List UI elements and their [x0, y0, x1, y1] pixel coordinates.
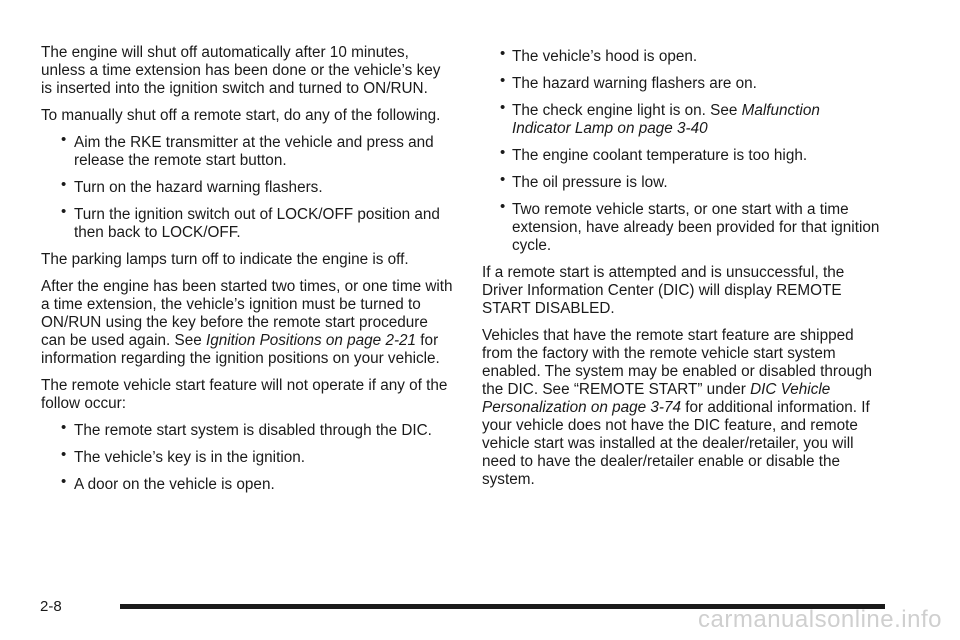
- right-column: [482, 48, 882, 498]
- list-item: • Turn the ignition switch out of LOCK/OFF position and then back to LOCK/OFF.: [41, 206, 455, 242]
- dic-personalization-reference[interactable]: DIC Vehicle Personalization on page 3-74: [482, 381, 831, 416]
- manual-shutoff-list: [41, 134, 455, 242]
- factory-enabled-text-end: for additional information. If your vehicle does not have the DIC feature, and remote vehicle start was installed at the dealer/retailer, you will need to have the dealer/retailer enable or disable the system.: [482, 399, 870, 488]
- list-item: • Aim the RKE transmitter at the vehicle and press and release the remote start button.: [41, 134, 455, 170]
- auto-shutoff-paragraph: The engine will shut off automatically after 10 minutes, unless a time extension has been done or the vehicle’s key is inserted into the ignition switch and turned to ON/RUN.: [41, 44, 441, 97]
- malfunction-lamp-reference[interactable]: Malfunction Indicator Lamp on page 3-40: [512, 102, 820, 137]
- restart-text-end: for information regarding the ignition positions on your vehicle.: [41, 332, 440, 367]
- factory-enabled-text: Vehicles that have the remote start feature are shipped from the factory with the remote vehicle start system enabled. The system may be enabled or disabled through the DIC. See “REMOTE START” under: [482, 327, 873, 398]
- restart-text: After the engine has been started two times, or one time with a time extension, the vehicle’s ignition must be turned to ON/RUN using the key before the remote start procedure can be used again. See: [41, 278, 453, 349]
- unsuccessful-start-paragraph: If a remote start is attempted and is unsuccessful, the Driver Information Center (DIC) will display REMOTE START DISABLED.: [482, 264, 845, 317]
- list-item: • The remote start system is disabled through the DIC.: [41, 422, 455, 440]
- manual-shutoff-intro: To manually shut off a remote start, do any of the following.: [41, 107, 441, 124]
- list-item: • The vehicle’s hood is open.: [482, 48, 882, 66]
- watermark: carmanualsonline.info: [698, 606, 942, 633]
- list-item: • A door on the vehicle is open.: [41, 476, 455, 494]
- factory-enabled-paragraph: [482, 327, 882, 489]
- page-number: 2-8: [40, 598, 62, 615]
- parking-lamps-paragraph: The parking lamps turn off to indicate the engine is off.: [41, 251, 409, 268]
- list-item: • The hazard warning flashers are on.: [482, 75, 882, 93]
- left-column: [41, 44, 455, 503]
- list-item: • The vehicle’s key is in the ignition.: [41, 449, 455, 467]
- ignition-positions-reference[interactable]: Ignition Positions on page 2-21: [206, 332, 417, 349]
- not-operate-intro: The remote vehicle start feature will not operate if any of the follow occur:: [41, 377, 448, 412]
- restart-paragraph: [41, 278, 455, 368]
- list-item: • The engine coolant temperature is too high.: [482, 147, 882, 165]
- check-engine-text: The check engine light is on. See: [512, 102, 742, 119]
- not-operate-list: [41, 422, 455, 494]
- not-operate-list-continued: [482, 48, 882, 255]
- list-item: • Two remote vehicle starts, or one start with a time extension, have already been provided for that ignition cycle.: [482, 201, 882, 255]
- list-item: • Turn on the hazard warning flashers.: [41, 179, 455, 197]
- list-item: [482, 102, 882, 138]
- list-item: • The oil pressure is low.: [482, 174, 882, 192]
